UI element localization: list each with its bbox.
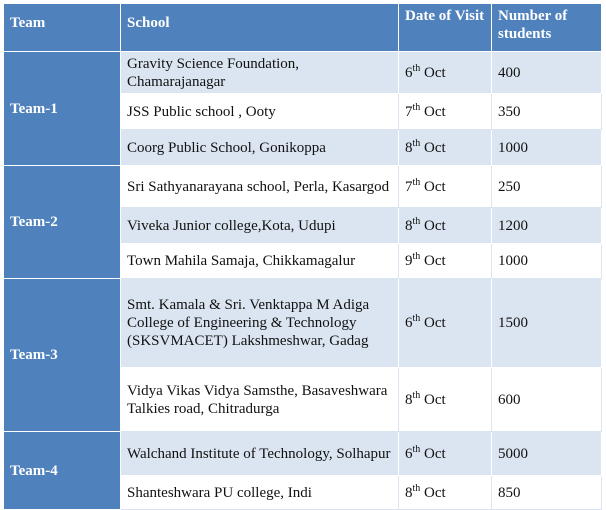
date-cell: 6th Oct — [399, 279, 492, 368]
table-row — [4, 279, 602, 368]
students-cell: 400 — [492, 52, 602, 94]
table-row — [4, 166, 602, 208]
header-team: Team — [4, 4, 121, 52]
table-row — [4, 52, 602, 94]
students-cell: 5000 — [492, 432, 602, 476]
school-cell: Town Mahila Samaja, Chikkamagalur — [121, 244, 399, 279]
school-cell: Vidya Vikas Vidya Samsthe, Basaveshwara Talkies road, Chitradurga — [121, 368, 399, 432]
students-cell: 1500 — [492, 279, 602, 368]
date-cell: 8th Oct — [399, 208, 492, 244]
team-cell: Team-1 — [4, 52, 121, 166]
school-cell: Coorg Public School, Gonikoppa — [121, 130, 399, 166]
students-cell: 250 — [492, 166, 602, 208]
students-cell: 850 — [492, 476, 602, 510]
school-cell: Viveka Junior college,Kota, Udupi — [121, 208, 399, 244]
header-row — [4, 4, 602, 52]
team-cell: Team-2 — [4, 166, 121, 279]
students-cell: 1000 — [492, 244, 602, 279]
date-cell: 8th Oct — [399, 368, 492, 432]
date-cell: 6th Oct — [399, 52, 492, 94]
table-row — [4, 432, 602, 476]
header-date: Date of Visit — [399, 4, 492, 52]
students-cell: 1200 — [492, 208, 602, 244]
date-cell: 8th Oct — [399, 130, 492, 166]
school-cell: Gravity Science Foundation, Chamarajanagar — [121, 52, 399, 94]
date-cell: 6th Oct — [399, 432, 492, 476]
school-cell: Smt. Kamala & Sri. Venktappa M Adiga College of Engineering & Technology (SKSVMACET) Lakshmeshwar, Gadag — [121, 279, 399, 368]
team-cell: Team-4 — [4, 432, 121, 510]
school-cell: JSS Public school , Ooty — [121, 94, 399, 130]
date-cell: 9th Oct — [399, 244, 492, 279]
school-cell: Walchand Institute of Technology, Solhapur — [121, 432, 399, 476]
header-school: School — [121, 4, 399, 52]
date-cell: 7th Oct — [399, 166, 492, 208]
students-cell: 1000 — [492, 130, 602, 166]
team-cell: Team-3 — [4, 279, 121, 432]
date-cell: 7th Oct — [399, 94, 492, 130]
date-cell: 8th Oct — [399, 476, 492, 510]
school-visit-table — [3, 3, 602, 510]
school-cell: Shanteshwara PU college, Indi — [121, 476, 399, 510]
school-cell: Sri Sathyanarayana school, Perla, Kasargod — [121, 166, 399, 208]
students-cell: 350 — [492, 94, 602, 130]
students-cell: 600 — [492, 368, 602, 432]
header-students: Number of students — [492, 4, 602, 52]
